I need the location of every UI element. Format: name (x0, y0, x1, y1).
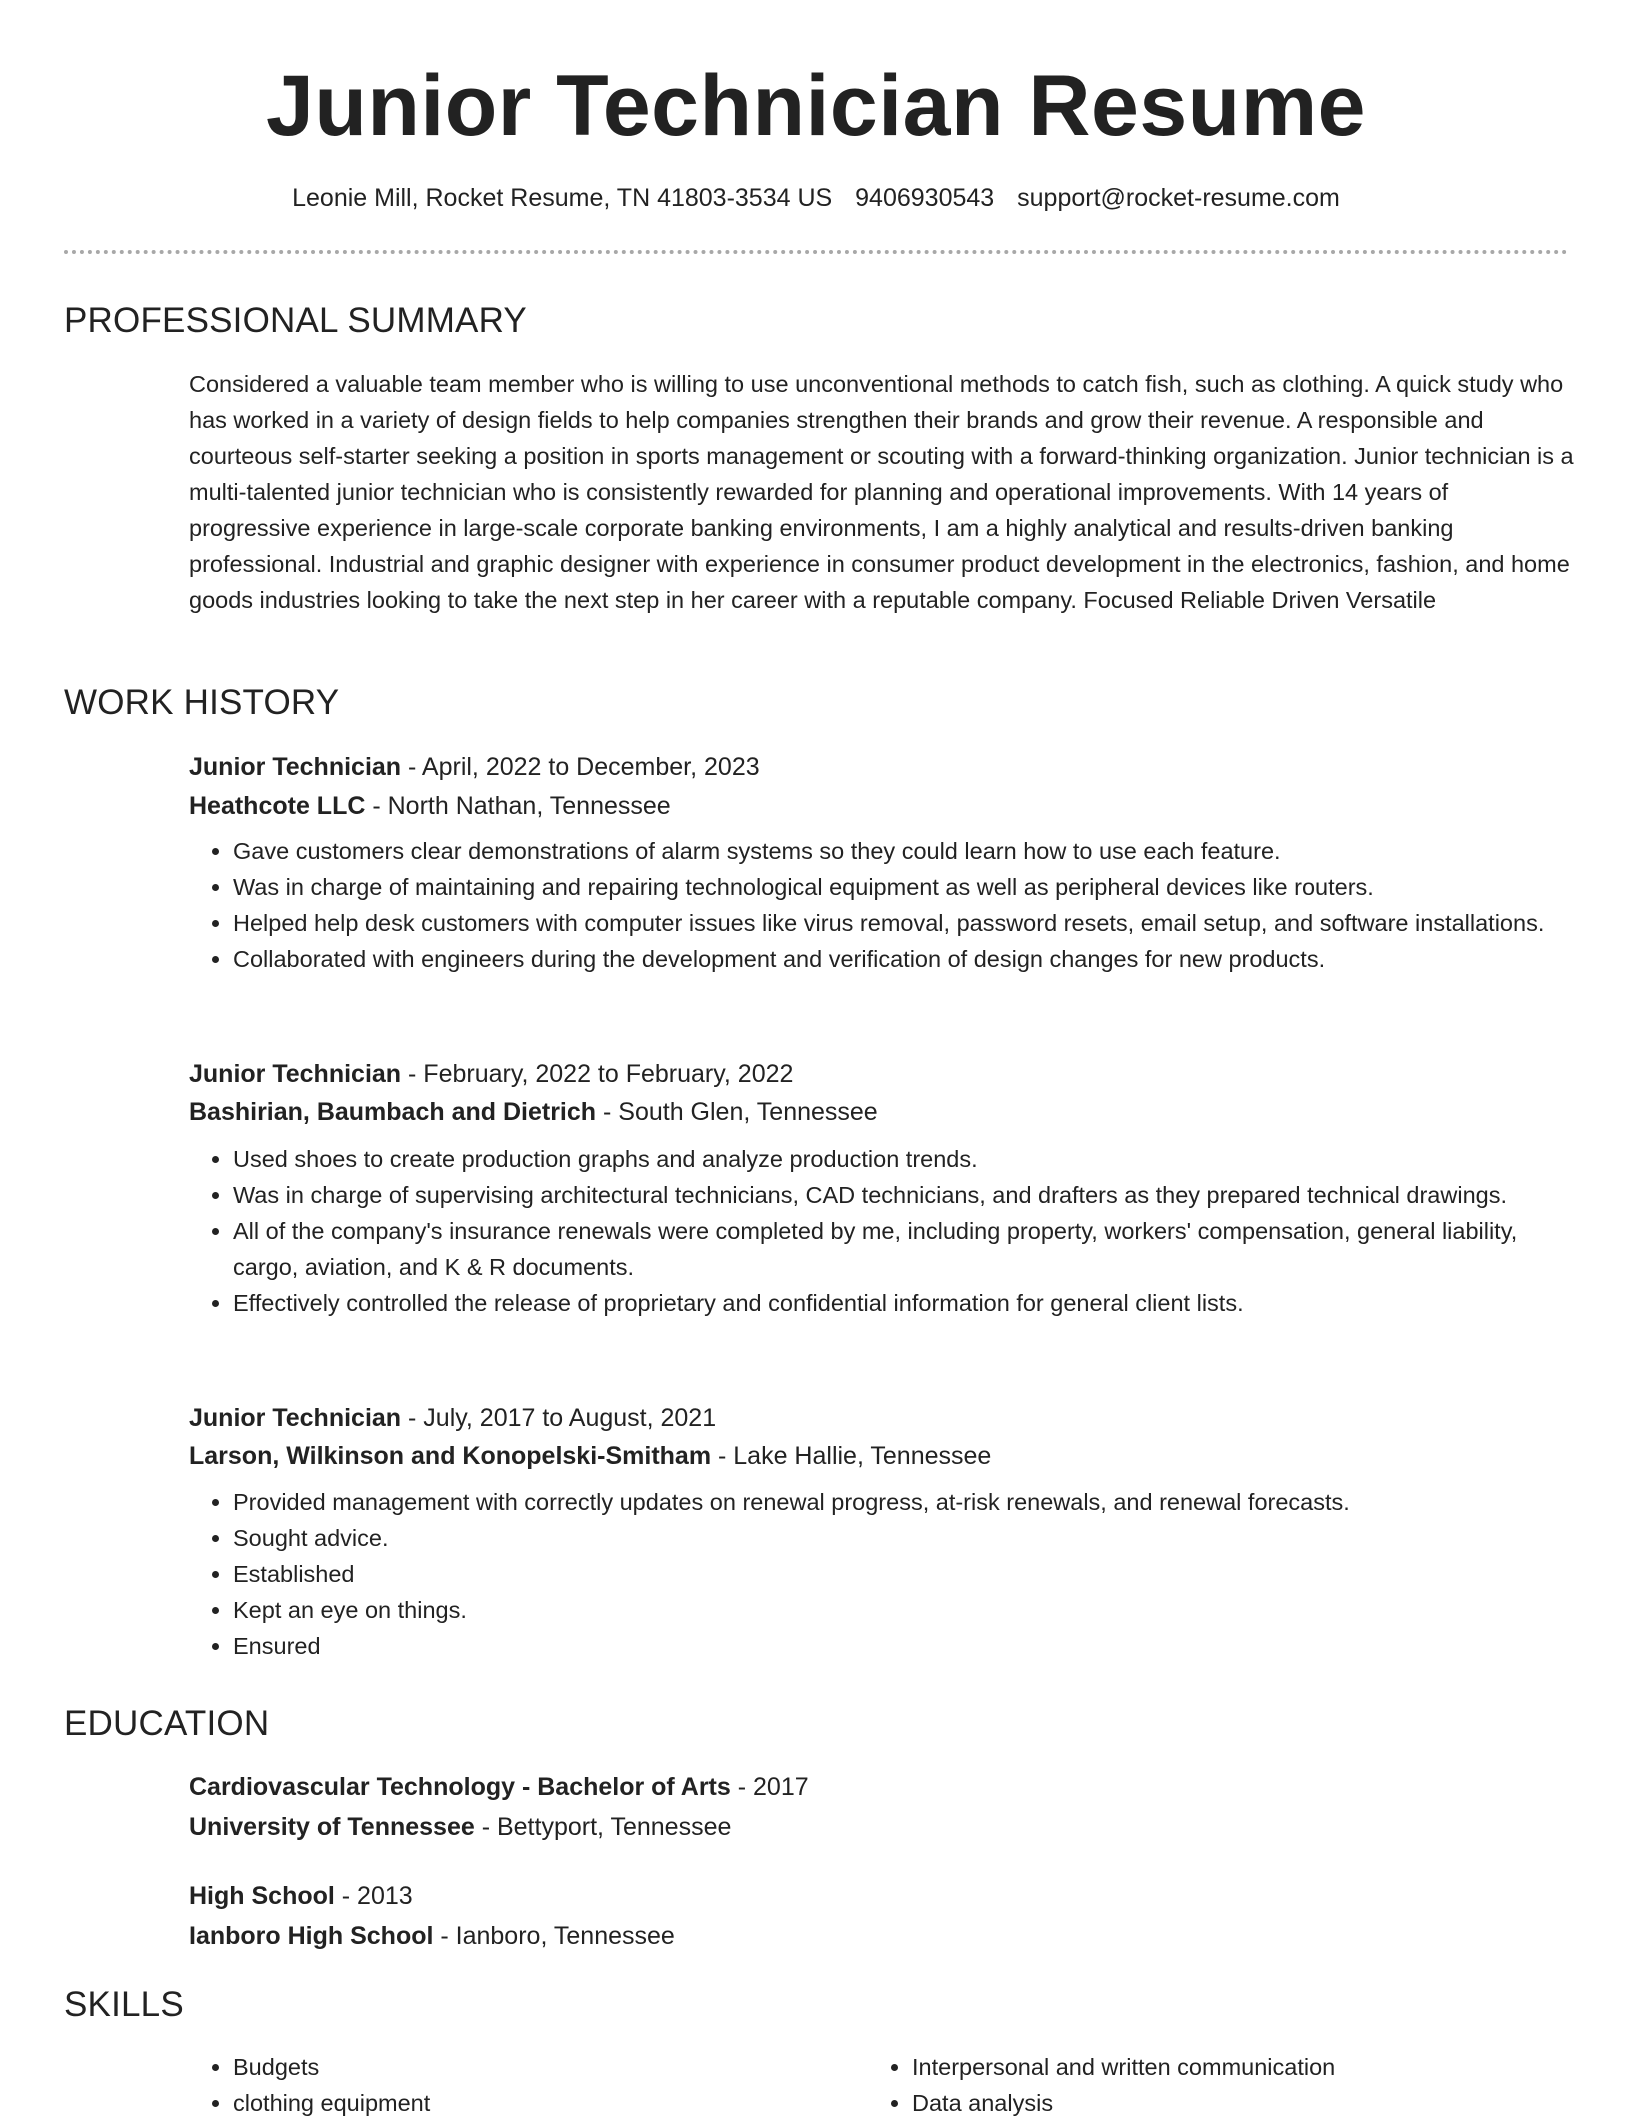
contact-address: Leonie Mill, Rocket Resume, TN 41803-3534 US (292, 184, 833, 212)
skills-heading: SKILLS (64, 1985, 184, 2024)
job-3-company-line (189, 1438, 991, 1474)
contact-phone: 9406930543 (855, 184, 995, 212)
job-2-location: - South Glen, Tennessee (596, 1098, 878, 1126)
summary-text: Considered a valuable team member who is willing to use unconventional methods to catch fish, such as clothing. A quick study who has worked in a variety of design fields to help companies strengthen their brands and grow their revenue. A responsible and courteous self-starter seeking a position in sports management or scouting with a forward-thinking organization. Junior technician is a multi-talented junior technician who is consistently rewarded for planning and operational improvements. With 14 years of progressive experience in large-scale corporate banking environments, I am a highly analytical and results-driven banking professional. Industrial and graphic designer with experience in consumer product development in the electronics, fashion, and home goods industries looking to take the next step in her career with a reputable company. Focused Reliable Driven Versatile (189, 371, 1574, 613)
skills-list-left (189, 2049, 833, 2121)
job-3-location: - Lake Hallie, Tennessee (711, 1442, 992, 1470)
education-1-location: - Bettyport, Tennessee (474, 1813, 732, 1841)
education-2-degree: High School (189, 1882, 335, 1910)
job-3-title: Junior Technician (189, 1404, 402, 1432)
education-2-school: Ianboro High School (189, 1922, 434, 1950)
skill-item: • Budgets (233, 2049, 833, 2085)
list-item: • Ensured (233, 1628, 1574, 1664)
header-divider (64, 250, 1568, 254)
job-1-company-line (189, 788, 671, 824)
job-1-bullets (189, 833, 1574, 977)
skills-list-right (868, 2049, 1612, 2121)
education-2-location: - Ianboro, Tennessee (433, 1922, 675, 1950)
list-item: • Was in charge of supervising architectural technicians, CAD technicians, and drafters as they prepared technical drawings. (233, 1177, 1574, 1213)
job-1-dates: - April, 2022 to December, 2023 (401, 753, 760, 781)
job-2-bullets (189, 1141, 1574, 1321)
job-2-title: Junior Technician (189, 1060, 402, 1088)
job-3-bullets (189, 1484, 1574, 1664)
education-2-degree-line (189, 1878, 413, 1914)
list-item: • Was in charge of maintaining and repairing technological equipment as well as peripheral devices like routers. (233, 869, 1574, 905)
job-3-company: Larson, Wilkinson and Konopelski-Smitham (189, 1442, 712, 1470)
summary-heading: PROFESSIONAL SUMMARY (64, 301, 527, 340)
job-2-company-line (189, 1094, 878, 1130)
job-2-company: Bashirian, Baumbach and Dietrich (189, 1098, 597, 1126)
education-1-year: - 2017 (730, 1773, 809, 1801)
job-2-title-line (189, 1056, 793, 1092)
education-2-year: - 2013 (334, 1882, 413, 1910)
education-1-degree: Cardiovascular Technology - Bachelor of Arts (189, 1773, 731, 1801)
skill-item: • clothing equipment (233, 2085, 833, 2121)
list-item: • Sought advice. (233, 1520, 1574, 1556)
job-2-dates: - February, 2022 to February, 2022 (401, 1060, 794, 1088)
list-item: • Collaborated with engineers during the development and verification of design changes for new products. (233, 941, 1574, 977)
list-item: • Provided management with correctly updates on renewal progress, at-risk renewals, and renewal forecasts. (233, 1484, 1574, 1520)
education-heading: EDUCATION (64, 1704, 270, 1743)
list-item: • Established (233, 1556, 1574, 1592)
contact-email: support@rocket-resume.com (1017, 184, 1340, 212)
work-history-heading: WORK HISTORY (64, 683, 340, 722)
education-1-school-line (189, 1809, 731, 1845)
job-3-title-line (189, 1400, 716, 1436)
list-item: • Effectively controlled the release of proprietary and confidential information for general client lists. (233, 1285, 1574, 1321)
skill-item: • Data analysis (912, 2085, 1612, 2121)
list-item: • Used shoes to create production graphs and analyze production trends. (233, 1141, 1574, 1177)
skill-item: • Interpersonal and written communication (912, 2049, 1612, 2085)
job-1-title-line (189, 749, 760, 785)
list-item: • All of the company's insurance renewals were completed by me, including property, workers' compensation, general liability, cargo, aviation, and K & R documents. (233, 1213, 1574, 1285)
education-2-school-line (189, 1918, 675, 1954)
list-item: • Helped help desk customers with computer issues like virus removal, password resets, email setup, and software installations. (233, 905, 1574, 941)
job-3-dates: - July, 2017 to August, 2021 (401, 1404, 717, 1432)
list-item: • Gave customers clear demonstrations of alarm systems so they could learn how to use each feature. (233, 833, 1574, 869)
resume-title: Junior Technician Resume (265, 58, 1367, 154)
job-1-location: - North Nathan, Tennessee (365, 792, 671, 820)
job-1-company: Heathcote LLC (189, 792, 366, 820)
education-1-school: University of Tennessee (189, 1813, 475, 1841)
list-item: • Kept an eye on things. (233, 1592, 1574, 1628)
education-1-degree-line (189, 1769, 809, 1805)
job-1-title: Junior Technician (189, 753, 402, 781)
contact-line (0, 181, 1632, 215)
